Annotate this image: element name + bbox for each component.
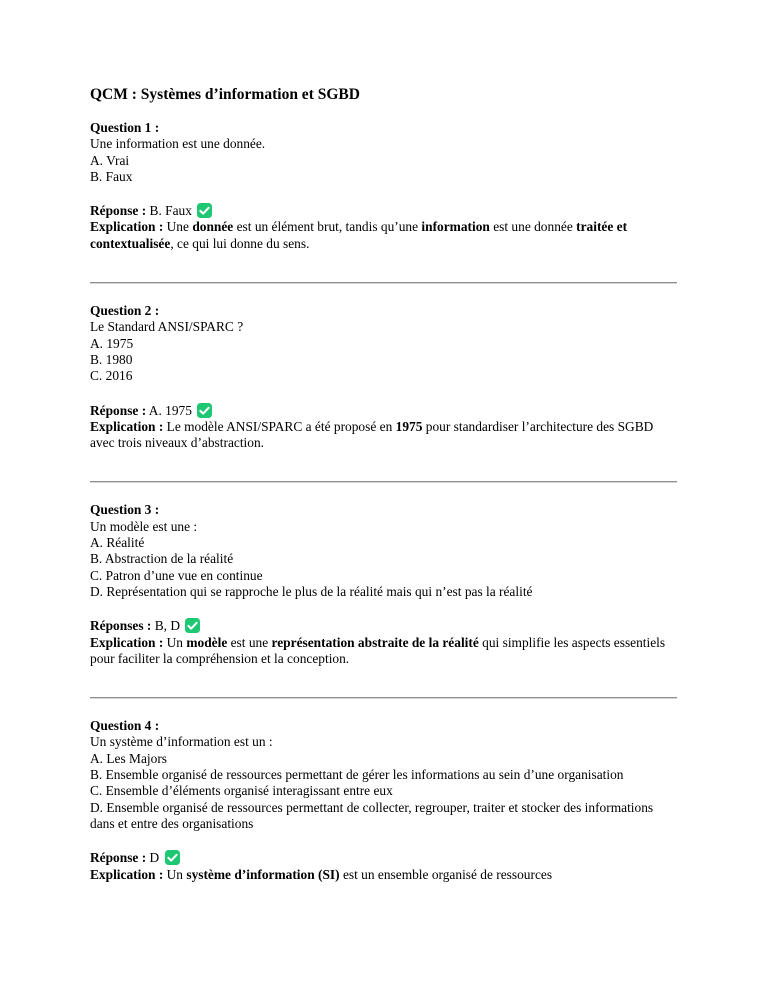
- answer-value: A. 1975: [148, 402, 192, 418]
- check-icon: [185, 618, 200, 633]
- explanation-text: Explication : Le modèle ANSI/SPARC a été proposé en 1975 pour standardiser l’architecture des SGBD avec trois niveaux d’abstraction.: [90, 418, 654, 451]
- section-divider: [90, 697, 677, 699]
- question-block-2: [90, 303, 677, 451]
- explanation-text: Explication : Un système d’information (SI) est un ensemble organisé de ressources: [90, 866, 553, 882]
- answer-value: D: [149, 850, 160, 866]
- question-block-1: [90, 120, 677, 252]
- question-lines: Une information est une donnée. A. Vrai B. Faux: [90, 136, 266, 184]
- question-label: Question 1 :: [90, 120, 160, 135]
- answer-line: [90, 203, 677, 219]
- explanation-text: Explication : Un modèle est une représentation abstraite de la réalité qui simplifie les aspects essentiels pour faciliter la compréhension et la conception.: [90, 634, 666, 666]
- answer-label: Réponse :: [90, 850, 147, 866]
- answer-label: Réponse :: [90, 402, 147, 418]
- answer-value: B, D: [154, 618, 181, 634]
- question-lines: Un modèle est une : A. Réalité B. Abstraction de la réalité C. Patron d’une vue en continue D. Représentation qui se rapproche le plus de la réalité mais qui n’est pas la réalité: [90, 518, 533, 599]
- question-lines: Un système d’information est un : A. Les Majors B. Ensemble organisé de ressources permettant de gérer les informations au sein d’une organisation C. Ensemble d’éléments organisé interagissant entre eux D. Ensemble organisé de ressources permettant de collecter, regrouper, traiter et stocker des informations dans et entre des organisations: [90, 734, 654, 831]
- check-icon: [197, 203, 212, 218]
- question-lines: Le Standard ANSI/SPARC ? A. 1975 B. 1980 C. 2016: [90, 319, 244, 384]
- check-icon: [165, 850, 180, 865]
- question-block-4: [90, 718, 677, 883]
- document-title: QCM : Systèmes d’information et SGBD: [90, 86, 360, 103]
- answer-line: [90, 850, 677, 866]
- check-icon: [197, 403, 212, 418]
- answer-line: [90, 403, 677, 419]
- section-divider: [90, 481, 677, 483]
- answer-line: [90, 618, 677, 634]
- question-label: Question 3 :: [90, 502, 160, 518]
- question-block-3: [90, 502, 677, 667]
- explanation-text: Explication : Une donnée est un élément brut, tandis qu’une information est une donnée traitée et contextualisée, ce qui lui donne du sens.: [90, 219, 628, 251]
- question-label: Question 2 :: [90, 303, 160, 319]
- question-label: Question 4 :: [90, 718, 160, 734]
- answer-label: Réponses :: [90, 618, 152, 634]
- section-divider: [90, 282, 677, 284]
- answer-label: Réponse :: [90, 203, 147, 219]
- answer-value: B. Faux: [149, 203, 192, 219]
